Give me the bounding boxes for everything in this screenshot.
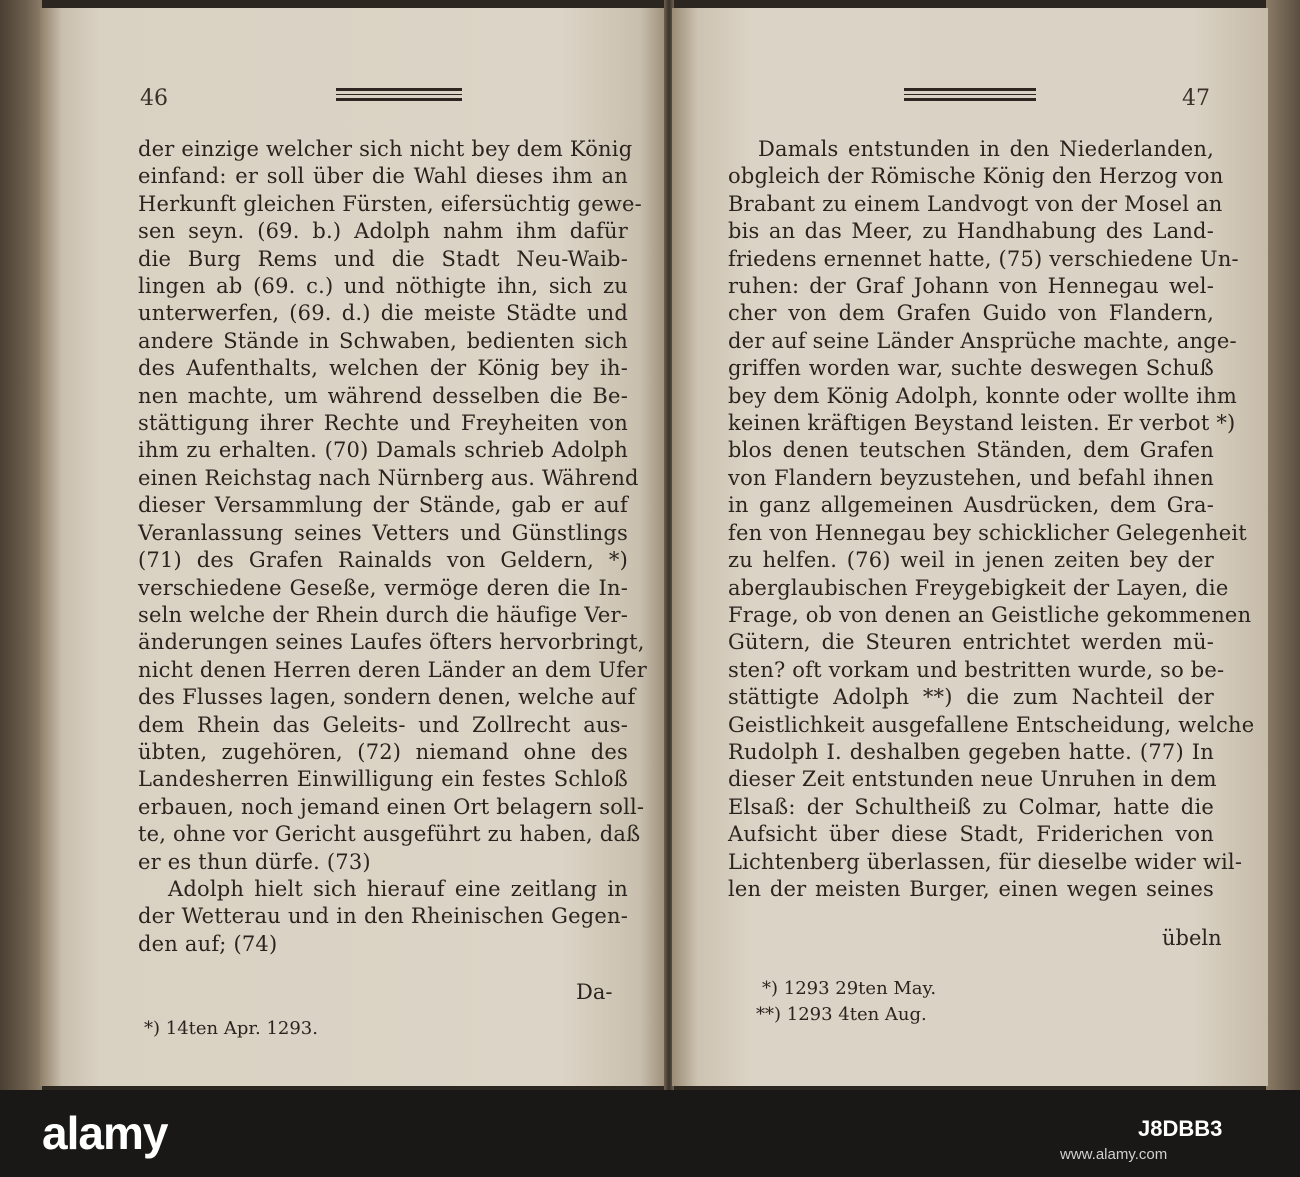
text-line: cher von dem Grafen Guido von Flandern, [728, 301, 1214, 326]
text-line: unterwerfen, (69. d.) die meiste Städte und [138, 301, 628, 326]
left-page-number: 46 [140, 86, 168, 111]
right-page-number: 47 [1182, 86, 1210, 111]
text-line: blos denen teutschen Ständen, dem Grafen [728, 438, 1214, 463]
text-line: den auf; (74) [138, 931, 278, 956]
left-page-edge [0, 0, 42, 1090]
text-line: stättigte Adolph **) die zum Nachteil der [728, 685, 1214, 710]
right-catchword: übeln [1162, 926, 1222, 950]
text-line: erbauen, noch jemand einen Ort belagern soll- [138, 794, 645, 819]
right-footnote-2: **) 1293 4ten Aug. [756, 1004, 927, 1025]
text-line: des Flusses lagen, sondern denen, welche auf [138, 685, 636, 710]
text-line: Aufsicht über diese Stadt, Friderichen von [728, 822, 1214, 847]
watermark-url: www.alamy.com [1060, 1146, 1168, 1163]
text-line: (71) des Grafen Rainalds von Geldern, *) [138, 548, 628, 573]
text-line: te, ohne vor Gericht ausgeführt zu haben, daß [138, 822, 641, 847]
right-footnote-1: *) 1293 29ten May. [762, 978, 937, 999]
text-line: verschiedene Geseße, vermöge deren die In- [138, 575, 628, 600]
text-line: Brabant zu einem Landvogt von der Mosel an [728, 191, 1223, 216]
text-line: fen von Hennegau bey schicklicher Gelegenheit [728, 520, 1247, 545]
text-line: änderungen seines Laufes öfters hervorbringt, [138, 630, 645, 655]
alamy-logo: alamy [42, 1107, 168, 1159]
text-line: bis an das Meer, zu Handhabung des Land- [728, 219, 1214, 244]
right-body-text [728, 136, 1255, 903]
text-line: len der meisten Burger, einen wegen seines [728, 876, 1214, 901]
text-line: Geistlichkeit ausgefallene Entscheidung, welche [728, 712, 1255, 737]
left-catchword: Da- [576, 980, 613, 1004]
text-line: nicht denen Herren deren Länder an dem Ufer [138, 657, 647, 682]
right-header-rule [904, 88, 1036, 104]
stock-watermark-bar [0, 1090, 1300, 1177]
text-line: dieser Zeit entstunden neue Unruhen in dem [728, 767, 1217, 792]
text-line: Veranlassung seines Vetters und Günstlings [138, 520, 628, 545]
text-line: nen machte, um während desselben die Be- [138, 383, 628, 408]
text-line: von Flandern beyzustehen, und befahl ihnen [728, 465, 1214, 490]
right-page [672, 8, 1268, 1086]
text-line: sten? oft vorkam und bestritten wurde, so be- [728, 657, 1225, 682]
text-line: Gütern, die Steuren entrichtet werden mü- [728, 630, 1214, 655]
text-line: ruhen: der Graf Johann von Hennegau wel- [728, 274, 1214, 299]
text-line: Lichtenberg überlassen, für dieselbe wider wil- [728, 849, 1243, 874]
text-line: aberglaubischen Freygebigkeit der Layen, die [728, 575, 1229, 600]
text-line: seln welche der Rhein durch die häufige Ver- [138, 602, 628, 627]
text-line: übten, zugehören, (72) niemand ohne des [138, 739, 628, 764]
text-line: einen Reichstag nach Nürnberg aus. Während [138, 465, 639, 490]
text-line: bey dem König Adolph, konnte oder wollte ihm [728, 383, 1238, 408]
text-line: ihm zu erhalten. (70) Damals schrieb Adolph [138, 438, 628, 463]
text-line: des Aufenthalts, welchen der König bey ih- [138, 356, 628, 381]
text-line: griffen worden war, suchte deswegen Schuß [728, 356, 1214, 381]
left-footnote: *) 14ten Apr. 1293. [144, 1018, 318, 1039]
text-line: Damals entstunden in den Niederlanden, [758, 137, 1214, 161]
image-id: J8DBB3 [1138, 1116, 1223, 1141]
text-line: der auf seine Länder Ansprüche machte, ange- [728, 328, 1237, 353]
text-line: obgleich der Römische König den Herzog von [728, 164, 1224, 189]
text-line: die Burg Rems und die Stadt Neu-Waib- [138, 246, 628, 271]
text-line: Herkunft gleichen Fürsten, eifersüchtig gewe- [138, 191, 642, 216]
text-line: Elsaß: der Schultheiß zu Colmar, hatte die [728, 794, 1214, 819]
text-line: sen seyn. (69. b.) Adolph nahm ihm dafür [138, 219, 628, 244]
text-line: andere Stände in Schwaben, bedienten sich [138, 328, 628, 353]
text-line: Landesherren Einwilligung ein festes Schloß [138, 767, 628, 792]
text-line: der einzige welcher sich nicht bey dem König [138, 137, 633, 161]
text-line: dieser Versammlung der Stände, gab er auf [138, 493, 628, 518]
text-line: lingen ab (69. c.) und nöthigte ihn, sich zu [138, 274, 628, 299]
text-line: friedens ernennet hatte, (75) verschiedene Un- [728, 246, 1239, 271]
text-line: stättigung ihrer Rechte und Freyheiten von [138, 411, 628, 436]
text-line: er es thun dürfe. (73) [138, 849, 371, 874]
text-line: Adolph hielt sich hierauf eine zeitlang in [168, 876, 628, 901]
text-line: keinen kräftigen Beystand leisten. Er verbot *) [728, 411, 1236, 436]
left-page [40, 8, 666, 1086]
text-line: der Wetterau und in den Rheinischen Gegen- [138, 904, 628, 929]
right-page-edge [1266, 0, 1300, 1090]
text-line: in ganz allgemeinen Ausdrücken, dem Gra- [728, 493, 1214, 518]
left-header-rule [336, 88, 462, 104]
text-line: zu helfen. (76) weil in jenen zeiten bey der [728, 548, 1214, 573]
text-line: einfand: er soll über die Wahl dieses ihm an [138, 164, 628, 189]
text-line: Frage, ob von denen an Geistliche gekommenen [728, 602, 1252, 627]
text-line: Rudolph I. deshalben gegeben hatte. (77) In [728, 739, 1214, 764]
left-body-text [138, 136, 647, 958]
text-line: dem Rhein das Geleits- und Zollrecht aus- [138, 712, 628, 737]
